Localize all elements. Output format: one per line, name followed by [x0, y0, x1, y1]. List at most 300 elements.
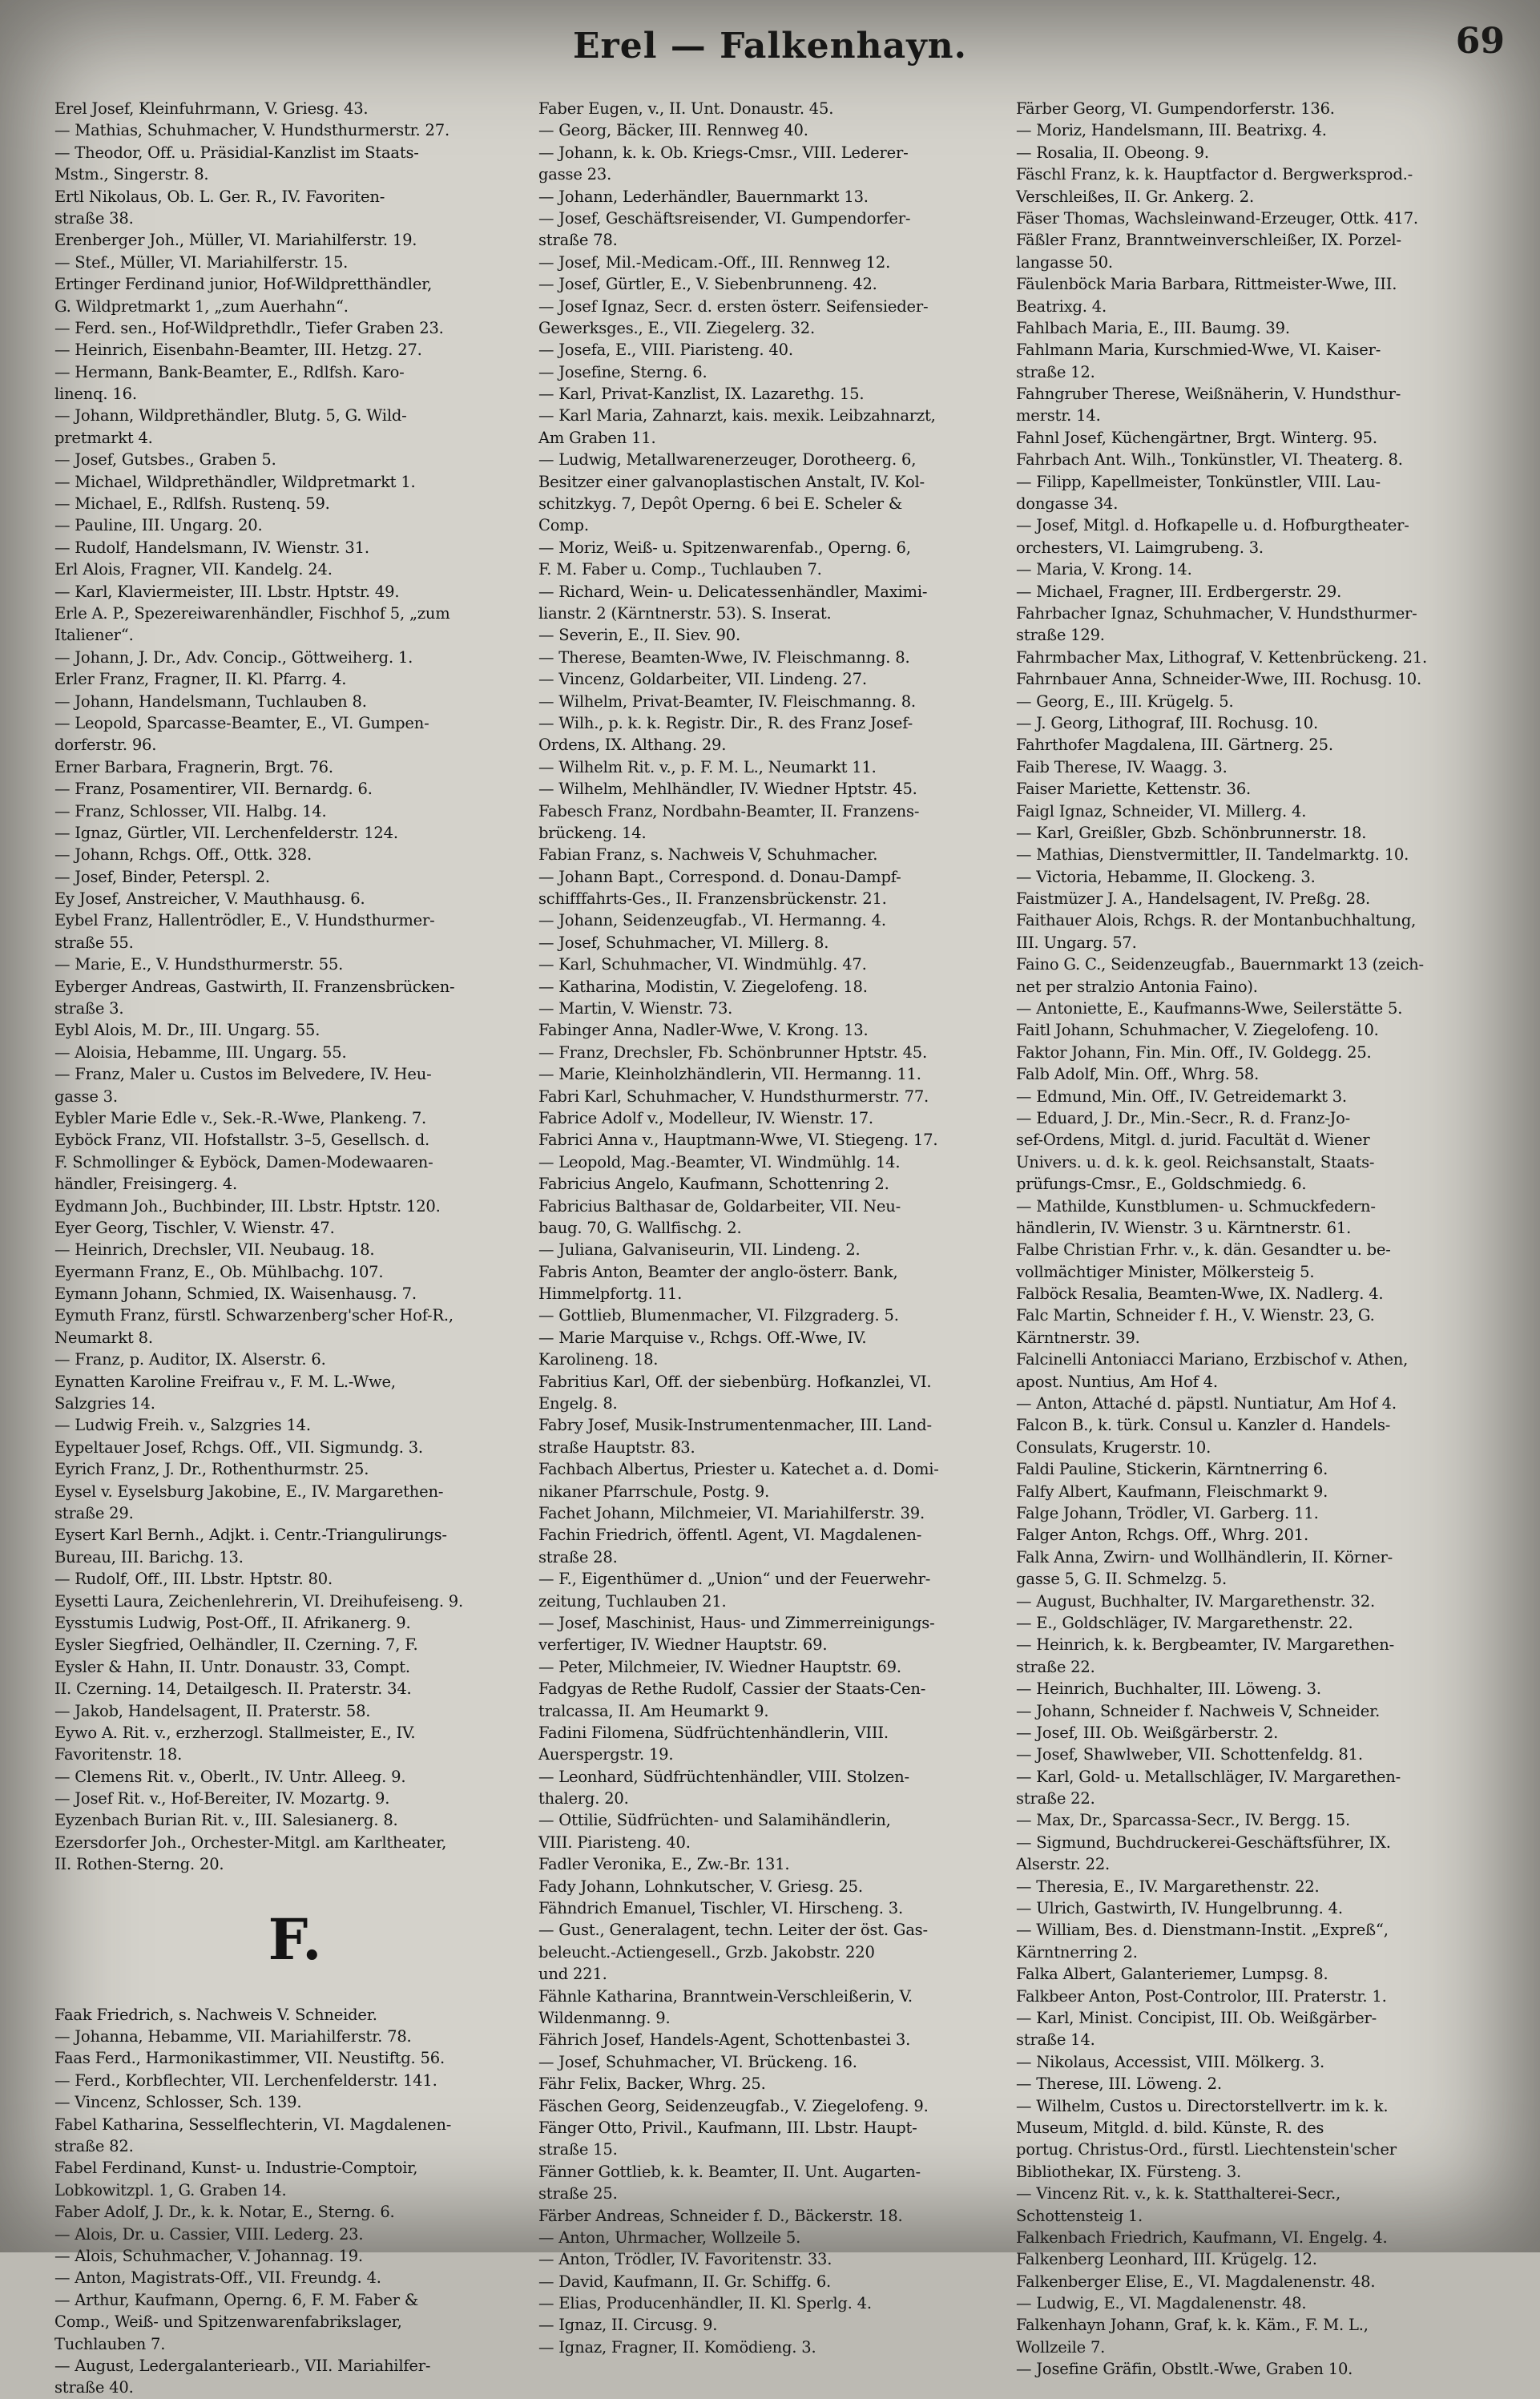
directory-entry: — Heinrich, Buchhalter, III. Löweng. 3.: [1016, 1679, 1321, 1699]
directory-entry: Wollzeile 7.: [1016, 2337, 1106, 2357]
directory-entry: — F., Eigenthümer d. „Union“ und der Feuerwehr-: [538, 1570, 931, 1589]
directory-entry: straße 38.: [54, 208, 134, 228]
directory-entry: Fäschen Georg, Seidenzeugfab., V. Ziegelofeng. 9.: [538, 2096, 929, 2115]
directory-entry: — Josefine, Sterng. 6.: [538, 362, 708, 381]
directory-entry: sef-Ordens, Mitgl. d. jurid. Facultät d. Wiener: [1016, 1131, 1370, 1150]
directory-entry: Eysel v. Eyselsburg Jakobine, E., IV. Margarethen-: [54, 1482, 444, 1501]
directory-entry: — Franz, Posamentirer, VII. Bernardg. 6.: [54, 780, 373, 799]
directory-entry: — Michael, Wildprethändler, Wildpretmarkt 1.: [54, 472, 416, 491]
directory-entry: — Josef, Shawlweber, VII. Schottenfeldg. 81.: [1016, 1745, 1363, 1764]
directory-entry: Fabrice Adolf v., Modelleur, IV. Wienstr. 17.: [538, 1108, 873, 1127]
directory-entry: — Gust., Generalagent, techn. Leiter der öst. Gas-: [538, 1921, 928, 1940]
directory-entry: — Nikolaus, Accessist, VIII. Mölkerg. 3.: [1016, 2052, 1325, 2071]
directory-entry: Faib Therese, IV. Waagg. 3.: [1016, 757, 1228, 776]
directory-entry: — Josef, Maschinist, Haus- und Zimmerreinigungs-: [538, 1613, 935, 1632]
directory-entry: Fänger Otto, Privil., Kaufmann, III. Lbstr. Haupt-: [538, 2118, 917, 2137]
directory-entry: Fabris Anton, Beamter der anglo-österr. Bank,: [538, 1262, 898, 1281]
directory-entry: — Josef, Schuhmacher, VI. Brückeng. 16.: [538, 2052, 857, 2071]
directory-entry: Verschleißes, II. Gr. Ankerg. 2.: [1016, 187, 1254, 206]
directory-entry: Karolineng. 18.: [538, 1350, 659, 1369]
directory-entry: Fachet Johann, Milchmeier, VI. Mariahilferstr. 39.: [538, 1504, 925, 1522]
directory-entry: — Moriz, Handelsmann, III. Beatrixg. 4.: [1016, 121, 1327, 140]
directory-entry: Ertl Nikolaus, Ob. L. Ger. R., IV. Favoriten-: [54, 187, 385, 206]
directory-entry: — Mathias, Schuhmacher, V. Hundsthurmerstr. 27.: [54, 121, 450, 140]
directory-entry: Fadler Veronika, E., Zw.-Br. 131.: [538, 1855, 790, 1874]
directory-entry: Falkbeer Anton, Post-Controlor, III. Praterstr. 1.: [1016, 1986, 1387, 2006]
directory-entry: Eyermann Franz, E., Ob. Mühlbachg. 107.: [54, 1262, 384, 1281]
directory-entry: F. Schmollinger & Eyböck, Damen-Modewaaren-: [54, 1152, 433, 1171]
directory-entry: Eypeltauer Josef, Rchgs. Off., VII. Sigmundg. 3.: [54, 1437, 423, 1457]
directory-entry: prüfungs-Cmsr., E., Goldschmiedg. 6.: [1016, 1175, 1307, 1194]
directory-entry: — Johann Bapt., Correspond. d. Donau-Dampf-: [538, 867, 901, 886]
directory-entry: Eyzenbach Burian Rit. v., III. Salesianerg. 8.: [54, 1811, 398, 1830]
directory-entry: schifffahrts-Ges., II. Franzensbrückenstr. 21.: [538, 889, 887, 909]
page-header: [0, 21, 1540, 66]
directory-entry: — Johann, Lederhändler, Bauernmarkt 13.: [538, 187, 869, 206]
directory-entry: händlerin, IV. Wienstr. 3 u. Kärntnerstr. 61.: [1016, 1218, 1352, 1237]
directory-entry: dongasse 34.: [1016, 494, 1119, 514]
directory-entry: Fabinger Anna, Nadler-Wwe, V. Krong. 13.: [538, 1021, 869, 1040]
directory-entry: — Anton, Trödler, IV. Favoritenstr. 33.: [538, 2250, 832, 2269]
directory-entry: Eysert Karl Bernh., Adjkt. i. Centr.-Triangulirungs-: [54, 1526, 447, 1545]
directory-entry: — Wilhelm, Mehlhändler, IV. Wiedner Hptstr. 45.: [538, 780, 917, 799]
directory-entry: — Ludwig, Metallwarenerzeuger, Dorotheerg. 6,: [538, 450, 917, 470]
directory-entry: — Karl, Schuhmacher, VI. Windmühlg. 47.: [538, 955, 867, 974]
directory-entry: straße 78.: [538, 231, 618, 250]
directory-entry: Tuchlauben 7.: [54, 2334, 166, 2353]
directory-entry: — Leopold, Mag.-Beamter, VI. Windmühlg. 14.: [538, 1152, 901, 1171]
directory-entry: Eyrich Franz, J. Dr., Rothenthurmstr. 25.: [54, 1460, 369, 1479]
directory-entry: dorferstr. 96.: [54, 736, 157, 755]
directory-entry: — Rosalia, II. Obeong. 9.: [1016, 143, 1209, 162]
directory-entry: — Ottilie, Südfrüchten- und Salamihändlerin,: [538, 1811, 891, 1830]
directory-entry: — Ferd., Korbflechter, VII. Lerchenfelderstr. 141.: [54, 2070, 437, 2090]
directory-entry: Museum, Mitgld. d. bild. Künste, R. des: [1016, 2118, 1324, 2137]
directory-entry: Erle A. P., Spezereiwarenhändler, Fischhof 5, „zum: [54, 603, 450, 623]
directory-entry: — Johann, Seidenzeugfab., VI. Hermanng. 4.: [538, 911, 886, 930]
directory-entry: straße 3.: [54, 999, 124, 1018]
directory-entry: — Wilhelm, Privat-Beamter, IV. Fleischmanng. 8.: [538, 691, 916, 711]
directory-entry: — Ignaz, Gürtler, VII. Lerchenfelderstr. 124.: [54, 823, 398, 842]
directory-entry: — Sigmund, Buchdruckerei-Geschäftsführer, IX.: [1016, 1833, 1391, 1852]
directory-entry: — Vincenz Rit. v., k. k. Statthalterei-Secr.,: [1016, 2184, 1340, 2203]
directory-entry: Eyböck Franz, VII. Hofstallstr. 3–5, Gesellsch. d.: [54, 1131, 429, 1150]
directory-entry: — Vincenz, Goldarbeiter, VII. Lindeng. 27.: [538, 670, 867, 689]
directory-entry: Fähndrich Emanuel, Tischler, VI. Hirscheng. 3.: [538, 1899, 904, 1918]
directory-entry: baug. 70, G. Wallfischg. 2.: [538, 1218, 742, 1237]
directory-entry: Eynatten Karoline Freifrau v., F. M. L.-Wwe,: [54, 1372, 396, 1391]
directory-entry: — Heinrich, k. k. Bergbeamter, IV. Margarethen-: [1016, 1635, 1395, 1655]
directory-entry: — Heinrich, Drechsler, VII. Neubaug. 18.: [54, 1240, 375, 1260]
directory-entry: Bibliothekar, IX. Fürsteng. 3.: [1016, 2162, 1242, 2181]
directory-entry: Fähr Felix, Backer, Whrg. 25.: [538, 2074, 766, 2094]
directory-entry: Falge Johann, Trödler, VI. Garberg. 11.: [1016, 1504, 1319, 1522]
directory-entry: Favoritenstr. 18.: [54, 1745, 183, 1764]
directory-entry: Erler Franz, Fragner, II. Kl. Pfarrg. 4.: [54, 670, 347, 689]
directory-entry: Eymuth Franz, fürstl. Schwarzenberg'scher Hof-R.,: [54, 1306, 454, 1325]
directory-entry: — J. Georg, Lithograf, III. Rochusg. 10.: [1016, 713, 1318, 732]
directory-entry: — Marie, Kleinholzhändlerin, VII. Hermanng. 11.: [538, 1065, 921, 1084]
directory-entry: — Wilhelm, Custos u. Directorstellvertr. im k. k.: [1016, 2096, 1389, 2115]
directory-entry: — Peter, Milchmeier, IV. Wiedner Hauptstr. 69.: [538, 1657, 901, 1676]
directory-entry: Fady Johann, Lohnkutscher, V. Griesg. 25.: [538, 1877, 863, 1896]
directory-entry: Falger Anton, Rchgs. Off., Whrg. 201.: [1016, 1526, 1308, 1545]
directory-entry: Fäser Thomas, Wachsleinwand-Erzeuger, Ottk. 417.: [1016, 208, 1418, 228]
directory-entry: Kärntnerstr. 39.: [1016, 1328, 1140, 1347]
column-right: [1016, 98, 1506, 2379]
directory-entry: Fabesch Franz, Nordbahn-Beamter, II. Franzens-: [538, 801, 920, 820]
directory-entry: Färber Andreas, Schneider f. D., Bäckerstr. 18.: [538, 2206, 903, 2225]
directory-entry: Faigl Ignaz, Schneider, VI. Millerg. 4.: [1016, 801, 1307, 820]
directory-entry: Alserstr. 22.: [1016, 1855, 1111, 1874]
directory-entry: Fahrmbacher Max, Lithograf, V. Kettenbrückeng. 21.: [1016, 647, 1428, 667]
directory-entry: Erenberger Joh., Müller, VI. Mariahilferstr. 19.: [54, 231, 417, 250]
directory-entry: — William, Bes. d. Dienstmann-Instit. „Expreß“,: [1016, 1921, 1389, 1940]
directory-entry: Kärntnerring 2.: [1016, 1942, 1138, 1962]
directory-entry: — Georg, Bäcker, III. Rennweg 40.: [538, 121, 808, 140]
directory-entry: straße 29.: [54, 1504, 134, 1522]
directory-entry: straße Hauptstr. 83.: [538, 1437, 695, 1457]
directory-entry: Falb Adolf, Min. Off., Whrg. 58.: [1016, 1065, 1260, 1084]
directory-entry: — Severin, E., II. Siev. 90.: [538, 626, 740, 645]
directory-entry: straße 129.: [1016, 626, 1105, 645]
directory-entry: — Pauline, III. Ungarg. 20.: [54, 516, 263, 535]
directory-entry: — Rudolf, Off., III. Lbstr. Hptstr. 80.: [54, 1570, 333, 1589]
directory-entry: Fabricius Angelo, Kaufmann, Schottenring 2.: [538, 1175, 889, 1194]
directory-entry: Fachbach Albertus, Priester u. Katechet a. d. Domi-: [538, 1460, 939, 1479]
directory-entry: — Josef, Mitgl. d. Hofkapelle u. d. Hofburgtheater-: [1016, 516, 1409, 535]
directory-entry: Fachin Friedrich, öffentl. Agent, VI. Magdalenen-: [538, 1526, 922, 1545]
directory-entry: — Antoniette, E., Kaufmanns-Wwe, Seilerstätte 5.: [1016, 999, 1403, 1018]
directory-entry: — Juliana, Galvaniseurin, VII. Lindeng. 2.: [538, 1240, 861, 1260]
directory-entry: Mstm., Singerstr. 8.: [54, 165, 209, 184]
directory-entry: Bureau, III. Barichg. 13.: [54, 1547, 244, 1566]
directory-entry: — Mathilde, Kunstblumen- u. Schmuckfedern-: [1016, 1196, 1376, 1216]
directory-entry: Ey Josef, Anstreicher, V. Mauthhausg. 6.: [54, 889, 365, 909]
directory-entry: — Maria, V. Krong. 14.: [1016, 560, 1192, 579]
directory-entry: — Filipp, Kapellmeister, Tonkünstler, VIII. Lau-: [1016, 472, 1381, 491]
directory-entry: Fahngruber Therese, Weißnäherin, V. Hundsthur-: [1016, 385, 1401, 404]
directory-entry: merstr. 14.: [1016, 406, 1101, 425]
directory-entry: — Josefa, E., VIII. Piaristeng. 40.: [538, 341, 793, 360]
directory-entry: — Johann, J. Dr., Adv. Concip., Göttweiherg. 1.: [54, 647, 413, 667]
directory-entry: Eybel Franz, Hallentrödler, E., V. Hundsthurmer-: [54, 911, 435, 930]
directory-entry: — Ferd. sen., Hof-Wildprethdlr., Tiefer Graben 23.: [54, 318, 444, 337]
directory-entry: — Marie, E., V. Hundsthurmerstr. 55.: [54, 955, 344, 974]
directory-entry: orchesters, VI. Laimgrubeng. 3.: [1016, 538, 1264, 557]
directory-entry: Neumarkt 8.: [54, 1328, 153, 1347]
directory-entry: — Marie Marquise v., Rchgs. Off.-Wwe, IV.: [538, 1328, 867, 1347]
directory-entry: — Therese, Beamten-Wwe, IV. Fleischmanng. 8.: [538, 647, 910, 667]
directory-entry: Falkenberger Elise, E., VI. Magdalenenstr. 48.: [1016, 2272, 1376, 2291]
directory-entry: — Wilh., p. k. k. Registr. Dir., R. des Franz Josef-: [538, 713, 913, 732]
directory-entry: — Franz, Drechsler, Fb. Schönbrunner Hptstr. 45.: [538, 1042, 927, 1062]
directory-entry: Fahlmann Maria, Kurschmied-Wwe, VI. Kaiser-: [1016, 341, 1381, 360]
directory-entry: schitzkyg. 7, Depôt Operng. 6 bei E. Scheler &: [538, 494, 903, 514]
directory-entry: — Victoria, Hebamme, II. Glockeng. 3.: [1016, 867, 1316, 886]
directory-entry: — Johann, Wildprethändler, Blutg. 5, G. Wild-: [54, 406, 407, 425]
directory-entry: Eysetti Laura, Zeichenlehrerin, VI. Dreihufeiseng. 9.: [54, 1591, 464, 1611]
directory-entry: net per stralzio Antonia Faino).: [1016, 977, 1258, 996]
running-title: Erel — Falkenhayn.: [573, 26, 967, 67]
directory-entry: Fähnle Katharina, Branntwein-Verschleißerin, V.: [538, 1986, 913, 2006]
directory-entry: Faino G. C., Seidenzeugfab., Bauernmarkt 13 (zeich-: [1016, 955, 1424, 974]
directory-entry: — Leonhard, Südfrüchtenhändler, VIII. Stolzen-: [538, 1767, 909, 1786]
directory-entry: — Michael, Fragner, III. Erdbergerstr. 29.: [1016, 582, 1342, 601]
directory-entry: Faktor Johann, Fin. Min. Off., IV. Goldegg. 25.: [1016, 1042, 1372, 1062]
directory-entry: Erel Josef, Kleinfuhrmann, V. Griesg. 43.: [54, 99, 369, 118]
directory-entry: Univers. u. d. k. k. geol. Reichsanstalt, Staats-: [1016, 1152, 1375, 1171]
directory-entry: Fabricius Balthasar de, Goldarbeiter, VII. Neu-: [538, 1196, 901, 1216]
directory-entry: — Jakob, Handelsagent, II. Praterstr. 58.: [54, 1701, 371, 1720]
directory-entry: Ordens, IX. Althang. 29.: [538, 736, 727, 755]
directory-entry: Salzgries 14.: [54, 1394, 155, 1413]
directory-entry: — Ignaz, Fragner, II. Komödieng. 3.: [538, 2337, 816, 2357]
directory-entry: Fabian Franz, s. Nachweis V, Schuhmacher.: [538, 845, 878, 865]
directory-entry: vollmächtiger Minister, Mölkersteig 5.: [1016, 1262, 1315, 1281]
directory-entry: Faber Adolf, J. Dr., k. k. Notar, E., Sterng. 6.: [54, 2203, 395, 2222]
directory-entry: — Josef Rit. v., Hof-Bereiter, IV. Mozartg. 9.: [54, 1789, 390, 1808]
directory-entry: Auerspergstr. 19.: [538, 1745, 674, 1764]
directory-entry: — Josef, Gürtler, E., V. Siebenbrunneng. 42.: [538, 275, 877, 294]
directory-entry: Italiener“.: [54, 626, 134, 645]
directory-entry: pretmarkt 4.: [54, 428, 153, 447]
directory-entry: Faitl Johann, Schuhmacher, V. Ziegelofeng. 10.: [1016, 1021, 1379, 1040]
directory-entry: Fäßler Franz, Branntweinverschleißer, IX. Porzel-: [1016, 231, 1401, 250]
directory-entry: straße 15.: [538, 2140, 618, 2159]
directory-entry: Falbe Christian Frhr. v., k. dän. Gesandter u. be-: [1016, 1240, 1391, 1260]
directory-entry: Falkenhayn Johann, Graf, k. k. Käm., F. M. L.,: [1016, 2316, 1369, 2335]
directory-entry: — David, Kaufmann, II. Gr. Schiffg. 6.: [538, 2272, 832, 2291]
directory-entry: Fährich Josef, Handels-Agent, Schottenbastei 3.: [538, 2030, 911, 2050]
directory-entry: straße 55.: [54, 933, 134, 952]
directory-entry: — Franz, Maler u. Custos im Belvedere, IV. Heu-: [54, 1065, 432, 1084]
directory-entry: Engelg. 8.: [538, 1394, 618, 1413]
directory-entry: Besitzer einer galvanoplastischen Anstalt, IV. Kol-: [538, 472, 925, 491]
directory-entry: — Katharina, Modistin, V. Ziegelofeng. 18.: [538, 977, 868, 996]
directory-entry: straße 28.: [538, 1547, 618, 1566]
directory-entry: — Josef, Mil.-Medicam.-Off., III. Rennweg 12.: [538, 252, 891, 272]
directory-entry: Lobkowitzpl. 1, G. Graben 14.: [54, 2180, 287, 2199]
directory-entry: Am Graben 11.: [538, 428, 656, 447]
directory-entry: — Clemens Rit. v., Oberlt., IV. Untr. Alleeg. 9.: [54, 1767, 406, 1786]
directory-entry: — Rudolf, Handelsmann, IV. Wienstr. 31.: [54, 538, 369, 557]
directory-entry: Falk Anna, Zwirn- und Wollhändlerin, II. Körner-: [1016, 1547, 1393, 1566]
directory-entry: — Ulrich, Gastwirth, IV. Hungelbrunng. 4.: [1016, 1899, 1343, 1918]
directory-entry: Eysler Siegfried, Oelhändler, II. Czerning. 7, F.: [54, 1635, 418, 1655]
directory-entry: — Johann, Rchgs. Off., Ottk. 328.: [54, 845, 312, 865]
directory-entry: Fadini Filomena, Südfrüchtenhändlerin, VIII.: [538, 1723, 889, 1742]
directory-entry: — August, Buchhalter, IV. Margarethenstr. 32.: [1016, 1591, 1375, 1611]
directory-entry: — Richard, Wein- u. Delicatessenhändler, Maximi-: [538, 582, 928, 601]
directory-entry: Faas Ferd., Harmonikastimmer, VII. Neustiftg. 56.: [54, 2049, 445, 2068]
directory-entry: Faak Friedrich, s. Nachweis V. Schneider.: [54, 2005, 377, 2024]
directory-entry: — E., Goldschläger, IV. Margarethenstr. 22.: [1016, 1613, 1353, 1632]
directory-entry: — Michael, E., Rdlfsh. Rustenq. 59.: [54, 494, 330, 514]
directory-entry: Fabri Karl, Schuhmacher, V. Hundsthurmerstr. 77.: [538, 1087, 929, 1106]
column-left: [54, 98, 535, 2397]
directory-entry: — Gottlieb, Blumenmacher, VI. Filzgraderg. 5.: [538, 1306, 899, 1325]
directory-entry: Eywo A. Rit. v., erzherzogl. Stallmeister, E., IV.: [54, 1723, 416, 1742]
directory-entry: gasse 23.: [538, 165, 612, 184]
directory-entry: — Mathias, Dienstvermittler, II. Tandelmarktg. 10.: [1016, 845, 1409, 865]
directory-entry: — Theresia, E., IV. Margarethenstr. 22.: [1016, 1877, 1320, 1896]
directory-entry: straße 82.: [54, 2136, 134, 2155]
directory-entry: straße 12.: [1016, 362, 1095, 381]
directory-entry: — Leopold, Sparcasse-Beamter, E., VI. Gumpen-: [54, 713, 429, 732]
directory-entry: — Josef, Gutsbes., Graben 5.: [54, 450, 276, 470]
directory-entry: händler, Freisingerg. 4.: [54, 1175, 238, 1194]
directory-entry: — Franz, p. Auditor, IX. Alserstr. 6.: [54, 1350, 326, 1369]
directory-entry: straße 22.: [1016, 1657, 1095, 1676]
directory-entry: Faiser Mariette, Kettenstr. 36.: [1016, 780, 1252, 799]
directory-entry: langasse 50.: [1016, 252, 1113, 272]
directory-entry: Falka Albert, Galanteriemer, Lumpsg. 8.: [1016, 1965, 1328, 1984]
directory-entry: — Ludwig Freih. v., Salzgries 14.: [54, 1416, 311, 1435]
directory-entry: G. Wildpretmarkt 1, „zum Auerhahn“.: [54, 296, 349, 316]
directory-entry: portug. Christus-Ord., fürstl. Liechtenstein'scher: [1016, 2140, 1397, 2159]
directory-entry: Fabrici Anna v., Hauptmann-Wwe, VI. Stiegeng. 17.: [538, 1131, 938, 1150]
directory-entry: III. Ungarg. 57.: [1016, 933, 1137, 952]
directory-entry: gasse 5, G. II. Schmelzg. 5.: [1016, 1570, 1228, 1589]
directory-entry: — Johanna, Hebamme, VII. Mariahilferstr. 78.: [54, 2027, 412, 2046]
directory-entry: beleucht.-Actiengesell., Grzb. Jakobstr. 220: [538, 1942, 875, 1962]
directory-entry: Fäschl Franz, k. k. Hauptfactor d. Bergwerksprod.-: [1016, 165, 1413, 184]
directory-entry: — Elias, Producenhändler, II. Kl. Sperlg. 4.: [538, 2294, 872, 2313]
directory-entry: Eyberger Andreas, Gastwirth, II. Franzensbrücken-: [54, 977, 455, 996]
directory-entry: linenq. 16.: [54, 385, 137, 404]
directory-entry: Fabel Katharina, Sesselflechterin, VI. Magdalenen-: [54, 2115, 452, 2134]
directory-entry: straße 14.: [1016, 2030, 1095, 2050]
directory-entry: Fahrbacher Ignaz, Schuhmacher, V. Hundsthurmer-: [1016, 603, 1417, 623]
directory-entry: F. M. Faber u. Comp., Tuchlauben 7.: [538, 560, 822, 579]
directory-entry: — Anton, Attaché d. päpstl. Nuntiatur, Am Hof 4.: [1016, 1394, 1397, 1413]
directory-entry: Comp.: [538, 516, 589, 535]
directory-entry: — Josef Ignaz, Secr. d. ersten österr. Seifensieder-: [538, 296, 929, 316]
directory-entry: — Therese, III. Löweng. 2.: [1016, 2074, 1222, 2094]
directory-entry: zeitung, Tuchlauben 21.: [538, 1591, 727, 1611]
directory-entry: — Josef, Schuhmacher, VI. Millerg. 8.: [538, 933, 829, 952]
directory-entry: — Johann, Schneider f. Nachweis V, Schneider.: [1016, 1701, 1381, 1720]
directory-entry: — Heinrich, Eisenbahn-Beamter, III. Hetzg. 27.: [54, 341, 422, 360]
directory-entry: — Johann, k. k. Ob. Kriegs-Cmsr., VIII. Lederer-: [538, 143, 909, 162]
directory-entry: — Karl, Greißler, Gbzb. Schönbrunnerstr. 18.: [1016, 823, 1367, 842]
directory-entry: straße 25.: [538, 2184, 618, 2203]
directory-entry: — Ludwig, E., VI. Magdalenenstr. 48.: [1016, 2294, 1307, 2313]
directory-entry: — Karl, Klaviermeister, III. Lbstr. Hptstr. 49.: [54, 582, 400, 601]
directory-entry: Schottensteig 1.: [1016, 2206, 1143, 2225]
directory-entry: Himmelpfortg. 11.: [538, 1284, 683, 1304]
directory-entry: Erner Barbara, Fragnerin, Brgt. 76.: [54, 757, 333, 776]
directory-entry: — Franz, Schlosser, VII. Halbg. 14.: [54, 801, 327, 820]
directory-entry: apost. Nuntius, Am Hof 4.: [1016, 1372, 1218, 1391]
directory-entry: — Karl, Privat-Kanzlist, IX. Lazarethg. 15.: [538, 385, 865, 404]
directory-entry: Fabritius Karl, Off. der siebenbürg. Hofkanzlei, VI.: [538, 1372, 932, 1391]
directory-entry: — Alois, Dr. u. Cassier, VIII. Lederg. 23.: [54, 2224, 364, 2244]
directory-entry: — Arthur, Kaufmann, Operng. 6, F. M. Faber &: [54, 2290, 418, 2309]
directory-entry: II. Rothen-Sterng. 20.: [54, 1855, 224, 1874]
directory-entry: Fahrthofer Magdalena, III. Gärtnerg. 25.: [1016, 736, 1333, 755]
directory-entry: Eysler & Hahn, II. Untr. Donaustr. 33, Compt.: [54, 1657, 410, 1676]
directory-entry: Falc Martin, Schneider f. H., V. Wienstr. 23, G.: [1016, 1306, 1375, 1325]
directory-entry: — Theodor, Off. u. Präsidial-Kanzlist im Staats-: [54, 143, 419, 162]
directory-entry: Eybl Alois, M. Dr., III. Ungarg. 55.: [54, 1021, 320, 1040]
directory-entry: gasse 3.: [54, 1087, 118, 1106]
directory-entry: Comp., Weiß- und Spitzenwarenfabrikslager,: [54, 2312, 402, 2332]
directory-entry: thalerg. 20.: [538, 1789, 629, 1808]
directory-entry: Faber Eugen, v., II. Unt. Donaustr. 45.: [538, 99, 834, 118]
directory-entry: Faistmüzer J. A., Handelsagent, IV. Preßg. 28.: [1016, 889, 1371, 909]
directory-entry: — Karl Maria, Zahnarzt, kais. mexik. Leibzahnarzt,: [538, 406, 936, 425]
column-middle: [538, 98, 1019, 2357]
directory-entry: II. Czerning. 14, Detailgesch. II. Praterstr. 34.: [54, 1679, 412, 1699]
directory-entry: — Josef, III. Ob. Weißgärberstr. 2.: [1016, 1723, 1279, 1742]
directory-entry: Fahnl Josef, Küchengärtner, Brgt. Winterg. 95.: [1016, 428, 1377, 447]
directory-entry: — Johann, Handelsmann, Tuchlauben 8.: [54, 691, 367, 711]
directory-entry: nikaner Pfarrschule, Postg. 9.: [538, 1482, 770, 1501]
directory-entry: Fahrnbauer Anna, Schneider-Wwe, III. Rochusg. 10.: [1016, 670, 1421, 689]
directory-entry: Fadgyas de Rethe Rudolf, Cassier der Staats-Cen-: [538, 1679, 926, 1699]
directory-entry: Fahrbach Ant. Wilh., Tonkünstler, VI. Theaterg. 8.: [1016, 450, 1403, 470]
directory-entry: — August, Ledergalanteriearb., VII. Mariahilfer-: [54, 2356, 431, 2375]
directory-entry: verfertiger, IV. Wiedner Hauptstr. 69.: [538, 1635, 828, 1655]
directory-entry: — Anton, Magistrats-Off., VII. Freundg. 4.: [54, 2268, 381, 2288]
directory-entry: Falfy Albert, Kaufmann, Fleischmarkt 9.: [1016, 1482, 1328, 1501]
directory-entry: Gewerksges., E., VII. Ziegelerg. 32.: [538, 318, 815, 337]
directory-entry: Eymann Johann, Schmied, IX. Waisenhausg. 7.: [54, 1284, 417, 1304]
directory-entry: — Martin, V. Wienstr. 73.: [538, 999, 733, 1018]
directory-entry: — Stef., Müller, VI. Mariahilferstr. 15.: [54, 252, 349, 272]
directory-entry: Falböck Resalia, Beamten-Wwe, IX. Nadlerg. 4.: [1016, 1284, 1384, 1304]
directory-entry: straße 22.: [1016, 1789, 1095, 1808]
directory-entry: Eysstumis Ludwig, Post-Off., II. Afrikanerg. 9.: [54, 1613, 411, 1632]
directory-entry: Falcon B., k. türk. Consul u. Kanzler d. Handels-: [1016, 1416, 1391, 1435]
directory-entry: Faldi Pauline, Stickerin, Kärntnerring 6.: [1016, 1460, 1328, 1479]
directory-entry: — Moriz, Weiß- u. Spitzenwarenfab., Operng. 6,: [538, 538, 911, 557]
directory-entry: lianstr. 2 (Kärntnerstr. 53). S. Inserat.: [538, 603, 832, 623]
directory-entry: — Vincenz, Schlosser, Sch. 139.: [54, 2093, 302, 2112]
directory-entry: straße 40.: [54, 2378, 134, 2397]
directory-entry: — Georg, E., III. Krügelg. 5.: [1016, 691, 1234, 711]
directory-entry: VIII. Piaristeng. 40.: [538, 1833, 691, 1852]
directory-entry: brückeng. 14.: [538, 823, 647, 842]
directory-entry: — Eduard, J. Dr., Min.-Secr., R. d. Franz-Jo-: [1016, 1108, 1351, 1127]
directory-entry: Falkenbach Friedrich, Kaufmann, VI. Engelg. 4.: [1016, 2228, 1388, 2247]
directory-entry: — Ignaz, II. Circusg. 9.: [538, 2316, 718, 2335]
directory-entry: Fahlbach Maria, E., III. Baumg. 39.: [1016, 318, 1290, 337]
directory-entry: Beatrixg. 4.: [1016, 296, 1107, 316]
directory-entry: — Wilhelm Rit. v., p. F. M. L., Neumarkt 11.: [538, 757, 877, 776]
directory-entry: — Aloisia, Hebamme, III. Ungarg. 55.: [54, 1042, 347, 1062]
directory-entry: Falkenberg Leonhard, III. Krügelg. 12.: [1016, 2250, 1317, 2269]
directory-entry: — Josefine Gräfin, Obstlt.-Wwe, Graben 10.: [1016, 2360, 1353, 2379]
directory-entry: tralcassa, II. Am Heumarkt 9.: [538, 1701, 769, 1720]
directory-entry: und 221.: [538, 1965, 607, 1984]
directory-entry: — Anton, Uhrmacher, Wollzeile 5.: [538, 2228, 801, 2247]
directory-entry: Fäulenböck Maria Barbara, Rittmeister-Wwe, III.: [1016, 275, 1397, 294]
directory-entry: — Edmund, Min. Off., IV. Getreidemarkt 3.: [1016, 1087, 1347, 1106]
directory-entry: — Josef, Binder, Peterspl. 2.: [54, 867, 270, 886]
directory-entry: Falcinelli Antoniacci Mariano, Erzbischof v. Athen,: [1016, 1350, 1409, 1369]
directory-entry: Eyer Georg, Tischler, V. Wienstr. 47.: [54, 1218, 335, 1237]
directory-entry: — Hermann, Bank-Beamter, E., Rdlfsh. Karo-: [54, 362, 405, 381]
directory-entry: — Alois, Schuhmacher, V. Johannag. 19.: [54, 2246, 363, 2265]
directory-entry: Fabel Ferdinand, Kunst- u. Industrie-Comptoir,: [54, 2159, 418, 2178]
directory-entry: Ertinger Ferdinand junior, Hof-Wildpretthändler,: [54, 275, 433, 294]
directory-entry: Faithauer Alois, Rchgs. R. der Montanbuchhaltung,: [1016, 911, 1417, 930]
page-number: 69: [1455, 21, 1505, 62]
directory-entry: — Josef, Geschäftsreisender, VI. Gumpendorfer-: [538, 208, 911, 228]
